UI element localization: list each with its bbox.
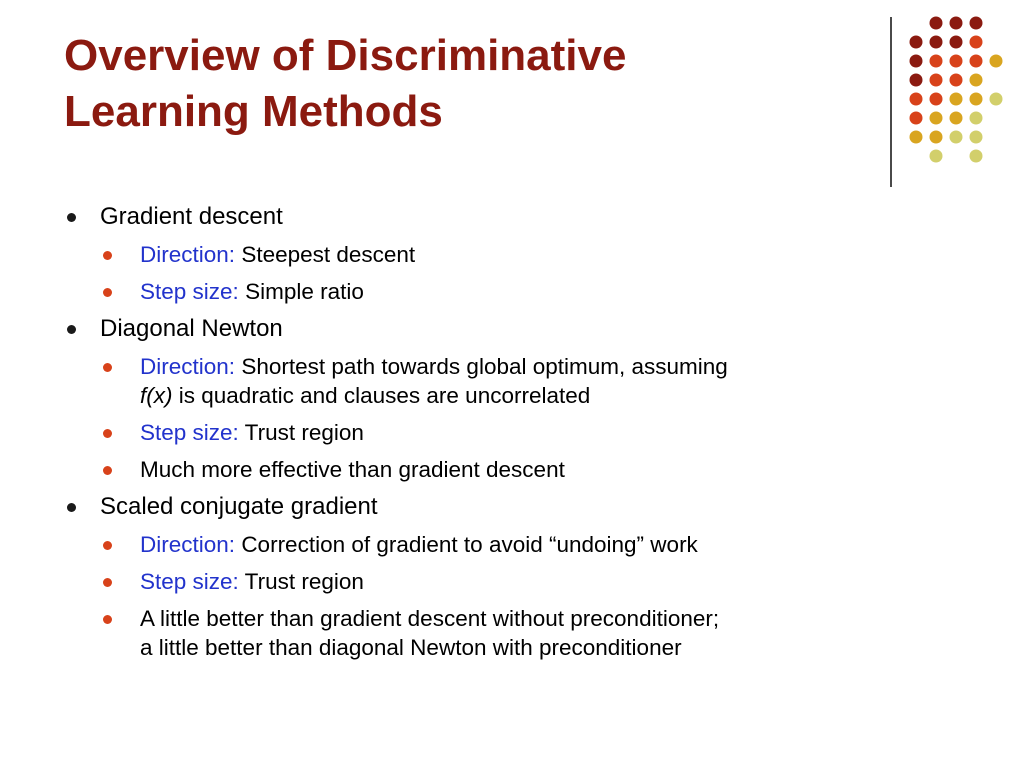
sub-bullet-label: Step size: (140, 279, 239, 304)
bullet-list (64, 196, 904, 662)
decorative-dot (910, 55, 923, 68)
decorative-dot (910, 36, 923, 49)
decorative-dot-grid (0, 0, 1024, 200)
sub-bullet-dot (103, 578, 112, 587)
decorative-dot (970, 17, 983, 30)
decorative-dot (950, 36, 963, 49)
decorative-dot (930, 36, 943, 49)
sub-bullet-scg-comparison (64, 604, 904, 662)
bullet-dot (67, 325, 76, 334)
decorative-dot (930, 150, 943, 163)
bullet-dot (67, 213, 76, 222)
sub-bullet-dot (103, 541, 112, 550)
decorative-dot (950, 112, 963, 125)
sub-bullet-label: Direction: (140, 354, 236, 379)
slide-title-line-2: Learning Methods (64, 87, 443, 136)
sub-bullet-text: Much more effective than gradient descent (140, 457, 565, 482)
sub-bullet-dn-step-size (64, 418, 904, 447)
sub-bullet-text-cont: a little better than diagonal Newton with preconditioner (140, 635, 682, 660)
sub-bullet-text: Shortest path towards global optimum, assuming (241, 354, 728, 379)
decorative-dot (990, 55, 1003, 68)
decorative-dot (950, 93, 963, 106)
sub-bullet-dot (103, 251, 112, 260)
sub-bullet-label: Direction: (140, 532, 236, 557)
sub-bullet-dot (103, 288, 112, 297)
decorative-dot (970, 36, 983, 49)
bullet-scaled-conjugate-gradient (64, 490, 904, 524)
sub-bullet-text: Simple ratio (245, 279, 364, 304)
sub-bullet-dn-effectiveness (64, 455, 904, 484)
sub-bullet-dot (103, 615, 112, 624)
decorative-dot (930, 93, 943, 106)
decorative-dot (910, 93, 923, 106)
decorative-dot (910, 74, 923, 87)
bullet-text: Gradient descent (100, 203, 283, 230)
bullet-gradient-descent (64, 200, 904, 234)
decorative-dot (970, 150, 983, 163)
sub-bullet-scg-direction (64, 530, 904, 559)
bullet-text: Diagonal Newton (100, 315, 283, 342)
decorative-dot (970, 55, 983, 68)
sub-bullet-dot (103, 363, 112, 372)
sub-bullet-gd-direction (64, 240, 904, 269)
decorative-dot (910, 112, 923, 125)
sub-bullet-label: Direction: (140, 242, 236, 267)
decorative-dot (970, 112, 983, 125)
decorative-dot (930, 112, 943, 125)
decorative-dot (970, 131, 983, 144)
sub-bullet-scg-step-size (64, 567, 904, 596)
sub-bullet-line-1 (140, 352, 904, 381)
sub-bullet-line-2 (140, 381, 904, 410)
decorative-dot (970, 93, 983, 106)
slide-title-line-1: Overview of Discriminative (64, 31, 627, 80)
decorative-dot (910, 131, 923, 144)
decorative-dot (990, 93, 1003, 106)
sub-bullet-dot (103, 429, 112, 438)
decorative-dot (950, 131, 963, 144)
sub-bullet-dot (103, 466, 112, 475)
sub-bullet-gd-step-size (64, 277, 904, 306)
decorative-dot (970, 74, 983, 87)
decorative-dot (950, 17, 963, 30)
sub-bullet-text: Steepest descent (241, 242, 416, 267)
sub-bullet-text: Correction of gradient to avoid “undoing” work (241, 532, 698, 557)
bullet-diagonal-newton (64, 312, 904, 346)
vertical-divider (890, 17, 892, 187)
sub-bullet-label: Step size: (140, 420, 239, 445)
bullet-text: Scaled conjugate gradient (100, 493, 378, 520)
bullet-dot (67, 503, 76, 512)
decorative-dot (930, 55, 943, 68)
decorative-dot (930, 17, 943, 30)
sub-bullet-text: Trust region (244, 420, 364, 445)
decorative-dot (930, 74, 943, 87)
sub-bullet-dn-direction (64, 352, 904, 410)
decorative-dot (930, 131, 943, 144)
sub-bullet-text: A little better than gradient descent without preconditioner; (140, 606, 720, 631)
decorative-dot (950, 74, 963, 87)
sub-bullet-math: f(x) (140, 383, 173, 408)
sub-bullet-text: Trust region (244, 569, 364, 594)
sub-bullet-text-cont: is quadratic and clauses are uncorrelated (178, 383, 591, 408)
sub-bullet-label: Step size: (140, 569, 239, 594)
decorative-dot (950, 55, 963, 68)
